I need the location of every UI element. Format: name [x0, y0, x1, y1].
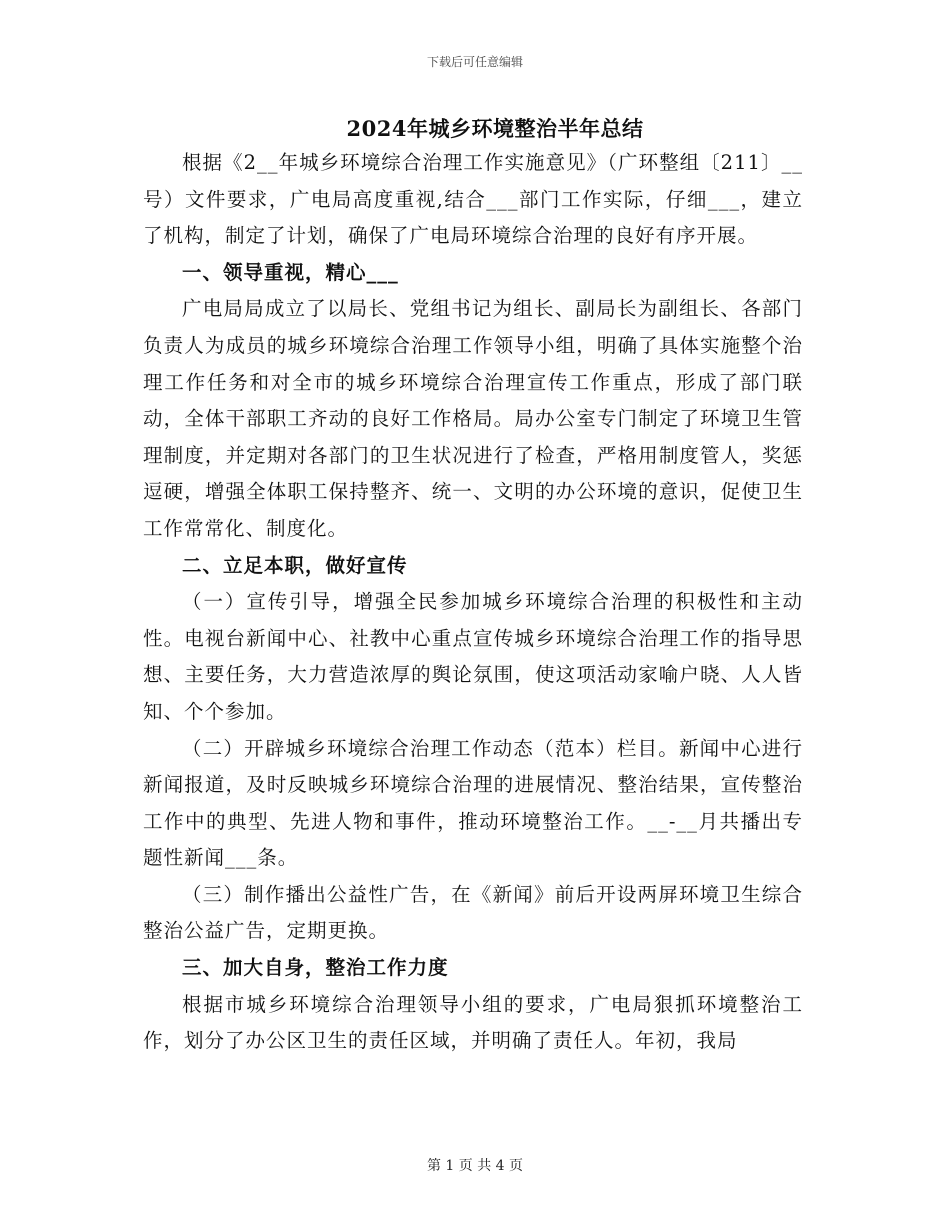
paragraph-section-1: 广电局局成立了以局长、党组书记为组长、副局长为副组长、各部门负责人为成员的城乡环境综合治理工作领导小组，明确了具体实施整个治理工作任务和对全市的城乡环境综合治理宣传工作重点，形成了部门联动，全体干部职工齐动的良好工作格局。局办公室专门制定了环境卫生管理制度，并定期对各部门的卫生状况进行了检查，严格用制度管人，奖惩逗硬，增强全体职工保持整齐、统一、文明的办公环境的意识，促使卫生工作常常化、制度化。: [143, 297, 803, 540]
section-heading-1: 一、领导重视，精心___: [182, 260, 399, 284]
document-title: 2024年城乡环境整治半年总结: [346, 116, 644, 141]
paragraph-2-1: （一）宣传引导，增强全民参加城乡环境综合治理的积极性和主动性。电视台新闻中心、社教中心重点宣传城乡环境综合治理工作的指导思想、主要任务，大力营造浓厚的舆论氛围，使这项活动家喻户晓、人人皆知、个个参加。: [143, 590, 803, 723]
document-body: [143, 145, 803, 1060]
page-number-footer: 第 1 页 共 4 页: [426, 1158, 524, 1174]
paragraph-section-3: 根据市城乡环境综合治理领导小组的要求，广电局狠抓环境整治工作，划分了办公区卫生的责任区域，并明确了责任人。年初，我局: [143, 992, 803, 1053]
header-note: 下载后可任意编辑: [426, 55, 523, 69]
paragraph-2-2: （二）开辟城乡环境综合治理工作动态（范本）栏目。新闻中心进行新闻报道，及时反映城乡环境综合治理的进展情况、整治结果，宣传整治工作中的典型、先进人物和事件，推动环境整治工作。__-__月共播出专题性新闻___条。: [143, 736, 803, 870]
section-heading-2: 二、立足本职，做好宣传: [182, 553, 408, 577]
section-heading-3: 三、加大自身，整治工作力度: [182, 956, 449, 980]
paragraph-2-3: （三）制作播出公益性广告，在《新闻》前后开设两屏环境卫生综合整治公益广告，定期更换。: [143, 882, 803, 943]
paragraph-intro: 根据《2__年城乡环境综合治理工作实施意见》（广环整组〔211〕__号）文件要求，广电局高度重视,结合___部门工作实际，仔细___，建立了机构，制定了计划，确保了广电局环境综合治理的良好有序开展。: [143, 151, 803, 248]
